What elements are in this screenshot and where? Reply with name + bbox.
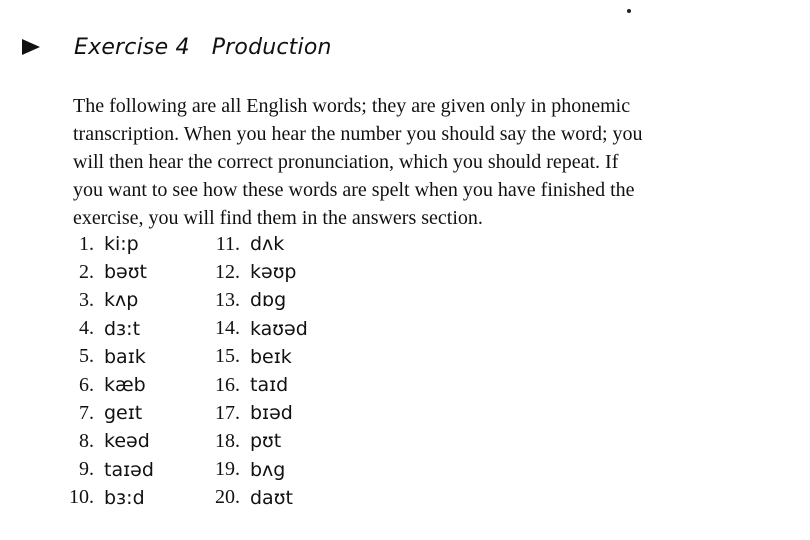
word-transcription: keəd xyxy=(104,430,150,453)
word-number: 9. xyxy=(79,458,94,481)
word-transcription: beɪk xyxy=(250,345,292,368)
word-row xyxy=(60,343,344,371)
word-row xyxy=(60,371,344,399)
exercise-title xyxy=(74,35,332,60)
word-number: 13. xyxy=(215,288,240,311)
word-row xyxy=(60,427,344,455)
instruction-line: exercise, you will find them in the answers section. xyxy=(73,207,483,229)
word-transcription: geɪt xyxy=(104,402,143,425)
word-row xyxy=(60,286,344,314)
word-transcription: bɪəd xyxy=(250,402,293,425)
word-transcription: pʊt xyxy=(250,430,282,453)
word-number: 11. xyxy=(215,232,240,255)
word-number: 5. xyxy=(79,345,94,368)
word-number: 14. xyxy=(215,317,240,340)
word-transcription: taɪd xyxy=(250,374,289,397)
word-number: 4. xyxy=(79,317,94,340)
instruction-line: you want to see how these words are spelt when you have finished the xyxy=(73,179,635,201)
word-number: 12. xyxy=(215,260,240,283)
word-number: 6. xyxy=(79,373,94,396)
word-number: 1. xyxy=(79,232,94,255)
word-list xyxy=(60,230,344,512)
word-transcription: daʊt xyxy=(250,486,293,509)
word-number: 15. xyxy=(215,345,240,368)
word-number: 16. xyxy=(215,373,240,396)
word-number: 17. xyxy=(215,401,240,424)
exercise-name: Production xyxy=(211,34,332,60)
word-transcription: ki:p xyxy=(104,233,139,256)
word-row xyxy=(60,399,344,427)
word-row xyxy=(60,456,344,484)
word-transcription: dɒg xyxy=(250,289,287,312)
word-transcription: bʌg xyxy=(250,458,286,481)
word-number: 8. xyxy=(79,429,94,452)
word-transcription: kʌp xyxy=(104,289,139,312)
word-transcription: bɜ:d xyxy=(104,486,145,509)
play-triangle-icon xyxy=(22,39,40,55)
instruction-line: transcription. When you hear the number you should say the word; you xyxy=(73,123,643,145)
word-number: 20. xyxy=(215,486,240,509)
exercise-header xyxy=(22,32,332,62)
word-transcription: bəʊt xyxy=(104,261,147,284)
speck-mark xyxy=(627,9,631,13)
word-row xyxy=(60,258,344,286)
word-number: 3. xyxy=(79,288,94,311)
exercise-number: Exercise 4 xyxy=(74,34,190,60)
word-number: 2. xyxy=(79,260,94,283)
word-number: 7. xyxy=(79,401,94,424)
instruction-line: will then hear the correct pronunciation, which you should repeat. If xyxy=(73,151,619,173)
instructions-paragraph xyxy=(73,92,773,232)
word-row xyxy=(60,230,344,258)
word-number: 18. xyxy=(215,429,240,452)
word-transcription: baɪk xyxy=(104,345,146,368)
word-number: 19. xyxy=(215,458,240,481)
word-row xyxy=(60,484,344,512)
word-transcription: kaʊəd xyxy=(250,317,308,340)
word-transcription: taɪəd xyxy=(104,458,154,481)
word-transcription: dɜ:t xyxy=(104,317,141,340)
word-transcription: kæb xyxy=(104,374,146,397)
instruction-line: The following are all English words; they are given only in phonemic xyxy=(73,95,631,117)
word-row xyxy=(60,315,344,343)
word-transcription: kəʊp xyxy=(250,261,297,284)
word-number: 10. xyxy=(69,486,94,509)
word-transcription: dʌk xyxy=(250,233,285,256)
